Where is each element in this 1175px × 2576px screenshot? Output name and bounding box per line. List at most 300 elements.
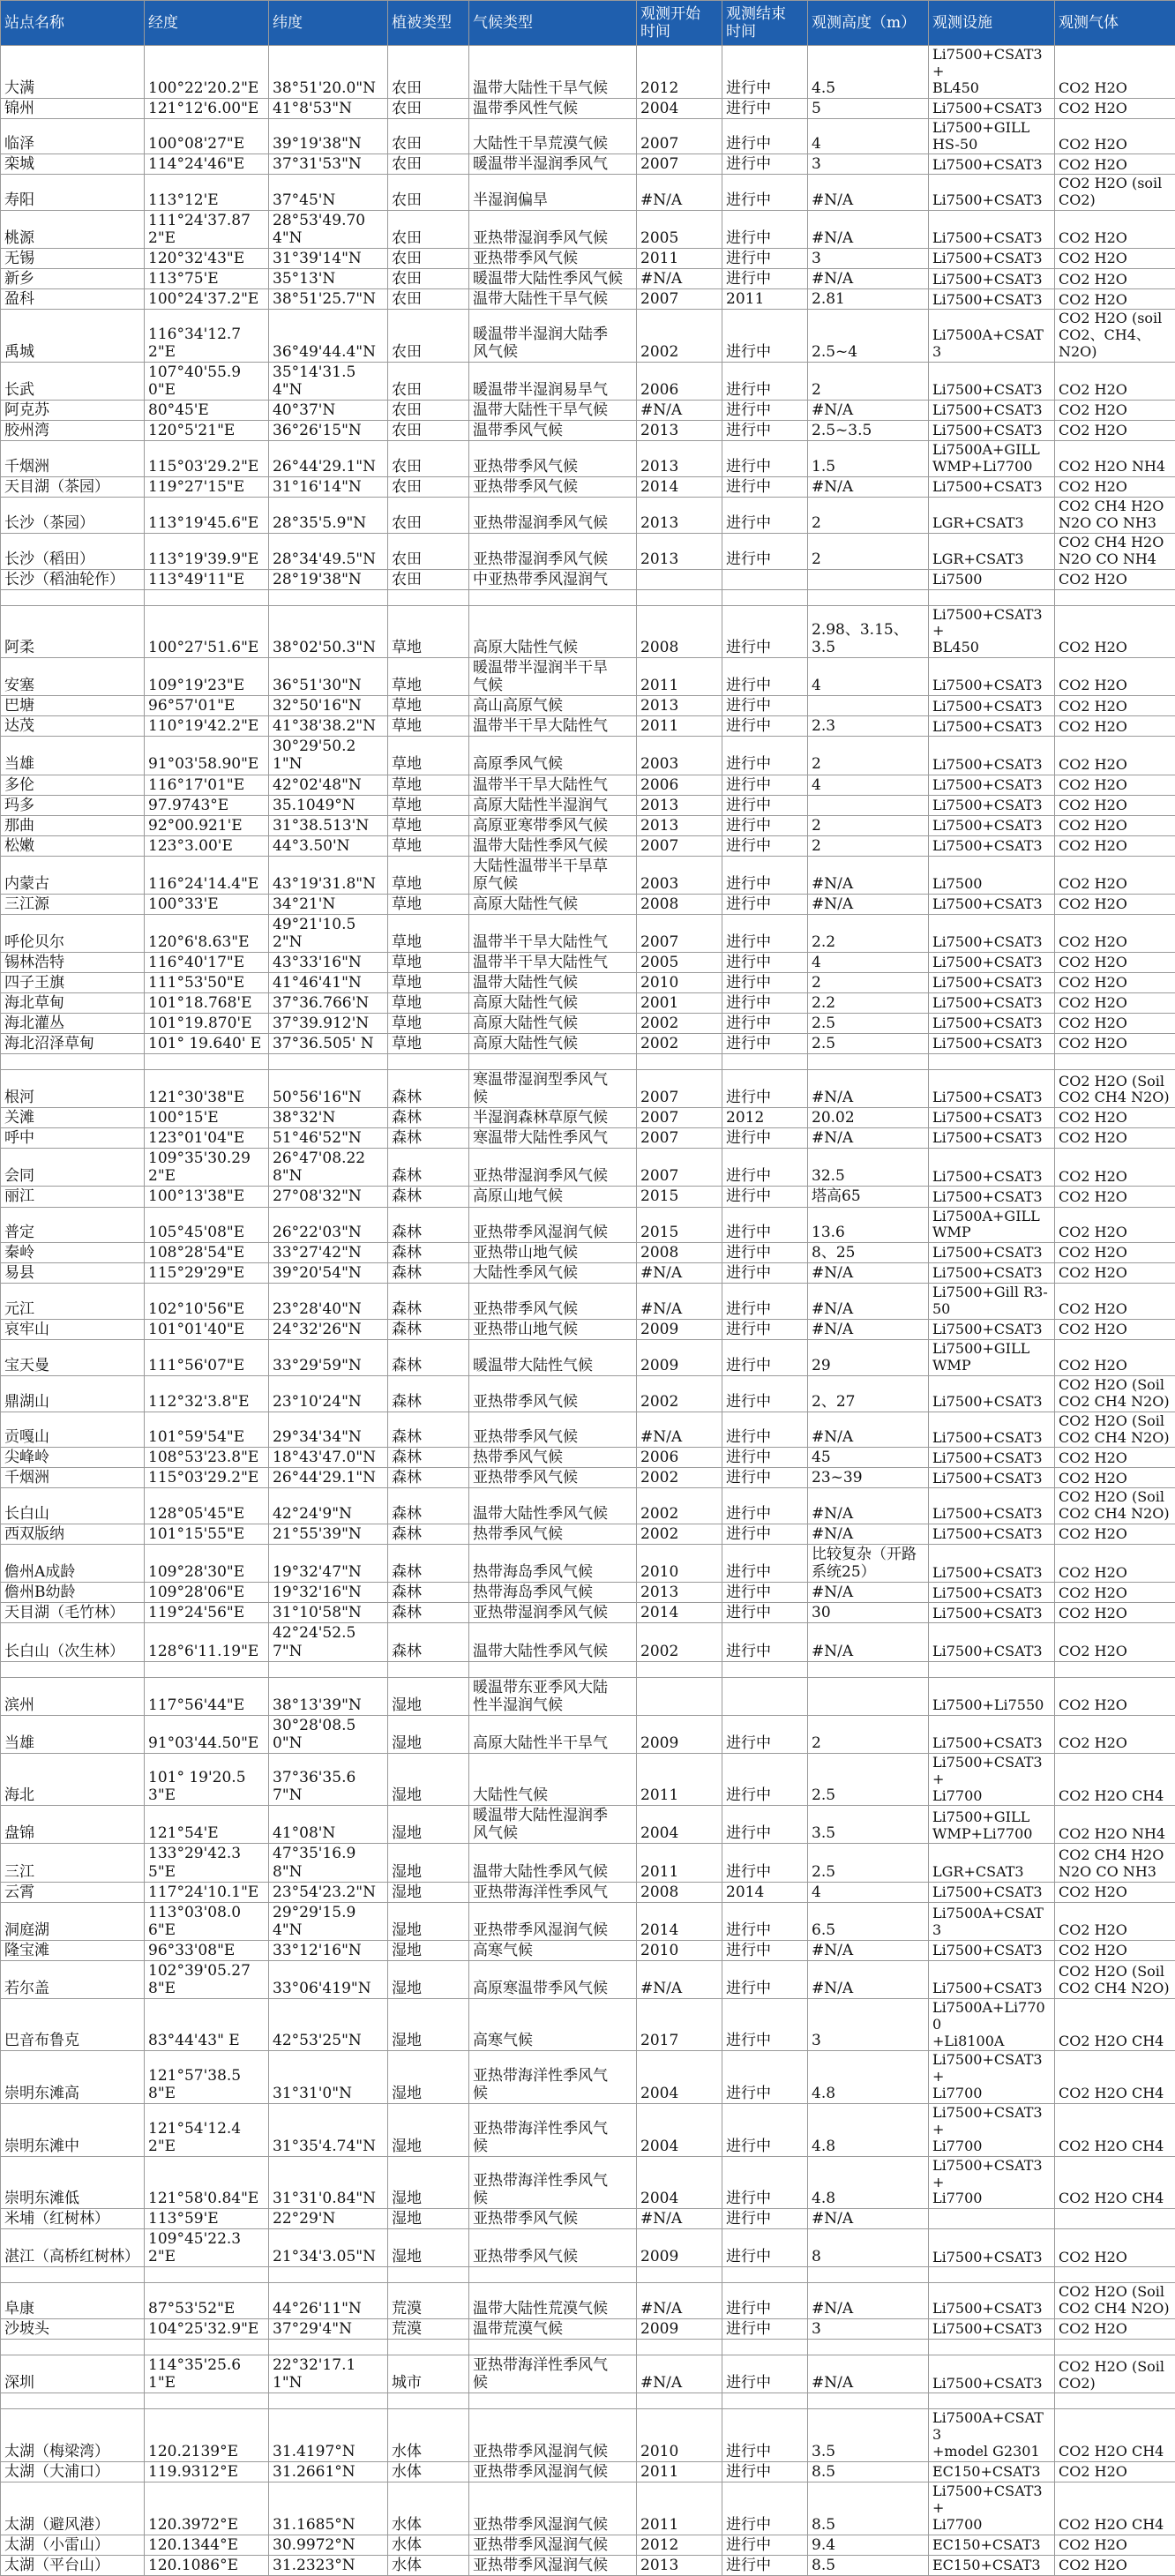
height-cell: 2 <box>808 533 929 569</box>
facility-cell: Li7500+CSAT3 <box>929 401 1055 421</box>
gas-cell: CO2 H2O <box>1055 815 1175 835</box>
climate-cell: 暖温带半湿润大陆季 风气候 <box>469 310 637 363</box>
longitude-cell: 105°45'08"E <box>145 1207 269 1243</box>
climate-cell: 亚热带山地气候 <box>469 1243 637 1263</box>
facility-cell: Li7500A+GILL WMP+Li7700 <box>929 441 1055 477</box>
station-name-cell: 禹城 <box>1 310 145 363</box>
climate-cell <box>469 2267 637 2283</box>
vegetation-cell: 草地 <box>388 815 469 835</box>
end-time-cell: 2014 <box>722 1882 808 1902</box>
facility-cell: Li7500+CSAT3 <box>929 1034 1055 1054</box>
gas-cell: CO2 H2O NH4 <box>1055 441 1175 477</box>
height-cell: 2.81 <box>808 289 929 310</box>
facility-cell: Li7500+CSAT3 <box>929 1320 1055 1340</box>
vegetation-cell: 水体 <box>388 2482 469 2535</box>
gas-cell: CO2 H2O <box>1055 363 1175 401</box>
start-time-cell: #N/A <box>637 1263 722 1284</box>
climate-cell: 温带半干旱大陆性气 <box>469 716 637 737</box>
height-cell: 13.6 <box>808 1207 929 1243</box>
longitude-cell <box>145 1054 269 1070</box>
end-time-cell: 进行中 <box>722 914 808 952</box>
climate-cell: 暖温带半湿润季风气 <box>469 154 637 175</box>
facility-cell: Li7500+CSAT3+ BL450 <box>929 605 1055 658</box>
gas-cell: CO2 H2O (Soil CO2 CH4 N2O) <box>1055 2283 1175 2319</box>
start-time-cell: 2014 <box>637 1902 722 1940</box>
start-time-cell: 2002 <box>637 1375 722 1412</box>
station-name-cell: 千烟洲 <box>1 1468 145 1488</box>
station-name-cell: 新乡 <box>1 269 145 289</box>
height-cell: 4.5 <box>808 46 929 99</box>
vegetation-cell: 城市 <box>388 2355 469 2393</box>
end-time-cell: 进行中 <box>722 2409 808 2462</box>
latitude-cell: 21°55'39"N <box>269 1524 388 1545</box>
vegetation-cell: 农田 <box>388 211 469 249</box>
end-time-cell: 进行中 <box>722 1524 808 1545</box>
longitude-cell: 120°32'43"E <box>145 249 269 269</box>
longitude-cell: 128°05'45"E <box>145 1488 269 1524</box>
latitude-cell: 37°36'35.67"N <box>269 1753 388 1806</box>
facility-cell: Li7500+CSAT3 <box>929 289 1055 310</box>
gas-cell: CO2 H2O <box>1055 993 1175 1014</box>
station-name-cell: 安塞 <box>1 658 145 696</box>
height-cell: 6.5 <box>808 1902 929 1940</box>
height-cell: 4 <box>808 658 929 696</box>
end-time-cell: 进行中 <box>722 972 808 992</box>
latitude-cell: 44°26'11"N <box>269 2283 388 2319</box>
vegetation-cell: 森林 <box>388 1070 469 1108</box>
height-cell: 8、25 <box>808 1243 929 1263</box>
height-cell: #N/A <box>808 1070 929 1108</box>
latitude-cell: 31.2661°N <box>269 2462 388 2482</box>
gas-cell: CO2 H2O <box>1055 2462 1175 2482</box>
gas-cell: CO2 H2O <box>1055 952 1175 972</box>
gas-cell: CO2 H2O <box>1055 1545 1175 1583</box>
climate-cell: 温带半干旱大陆性气 <box>469 775 637 795</box>
climate-cell: 温带大陆性季风气候 <box>469 1488 637 1524</box>
height-cell: 3 <box>808 249 929 269</box>
end-time-cell: 进行中 <box>722 477 808 498</box>
latitude-cell: 34°21'N <box>269 894 388 914</box>
table-row <box>1 533 1175 569</box>
gas-cell: CO2 H2O <box>1055 894 1175 914</box>
longitude-cell: 101°15'55"E <box>145 1524 269 1545</box>
vegetation-cell: 草地 <box>388 696 469 716</box>
station-name-cell: 秦岭 <box>1 1243 145 1263</box>
table-row <box>1 856 1175 894</box>
climate-cell: 高原大陆性气候 <box>469 993 637 1014</box>
vegetation-cell: 农田 <box>388 175 469 211</box>
climate-cell: 大陆性温带半干旱草 原气候 <box>469 856 637 894</box>
longitude-cell: 114°35'25.61"E <box>145 2355 269 2393</box>
station-name-cell: 会同 <box>1 1149 145 1187</box>
table-row <box>1 1340 1175 1376</box>
start-time-cell: 2013 <box>637 421 722 441</box>
vegetation-cell: 草地 <box>388 1034 469 1054</box>
height-cell <box>808 2267 929 2283</box>
end-time-cell: 进行中 <box>722 1940 808 1960</box>
height-cell: #N/A <box>808 1488 929 1524</box>
latitude-cell <box>269 2393 388 2409</box>
start-time-cell: 2002 <box>637 1623 722 1661</box>
vegetation-cell: 农田 <box>388 269 469 289</box>
vegetation-cell: 森林 <box>388 1340 469 1376</box>
start-time-cell: #N/A <box>637 2209 722 2229</box>
station-name-cell: 丽江 <box>1 1187 145 1207</box>
latitude-cell: 26°22'03"N <box>269 1207 388 1243</box>
gas-cell: CO2 H2O (Soil CO2 CH4 N2O) <box>1055 1070 1175 1108</box>
end-time-cell: 进行中 <box>722 1623 808 1661</box>
facility-cell <box>929 589 1055 605</box>
height-cell: 3 <box>808 154 929 175</box>
vegetation-cell: 湿地 <box>388 1902 469 1940</box>
station-name-cell: 崇明东滩中 <box>1 2104 145 2157</box>
facility-cell: Li7500+CSAT3 <box>929 775 1055 795</box>
facility-cell: Li7500+CSAT3 <box>929 815 1055 835</box>
table-row <box>1 1034 1175 1054</box>
vegetation-cell: 森林 <box>388 1468 469 1488</box>
vegetation-cell: 草地 <box>388 795 469 815</box>
height-cell: #N/A <box>808 894 929 914</box>
station-name-cell: 大满 <box>1 46 145 99</box>
vegetation-cell: 湿地 <box>388 1882 469 1902</box>
table-row <box>1 914 1175 952</box>
height-cell: 8.5 <box>808 2482 929 2535</box>
end-time-cell: 进行中 <box>722 2482 808 2535</box>
table-row <box>1 310 1175 363</box>
table-row <box>1 2340 1175 2355</box>
station-name-cell: 呼中 <box>1 1128 145 1149</box>
table-row <box>1 2555 1175 2575</box>
station-name-cell: 湛江（高桥红树林） <box>1 2229 145 2267</box>
longitude-cell: 80°45'E <box>145 401 269 421</box>
vegetation-cell: 森林 <box>388 1603 469 1623</box>
longitude-cell: 91°03'44.50"E <box>145 1715 269 1753</box>
station-name-cell: 长武 <box>1 363 145 401</box>
station-name-cell: 临泽 <box>1 118 145 154</box>
height-cell <box>808 589 929 605</box>
gas-cell: CO2 H2O <box>1055 477 1175 498</box>
height-cell: 2.5 <box>808 1014 929 1034</box>
vegetation-cell: 草地 <box>388 737 469 775</box>
table-row <box>1 1070 1175 1108</box>
facility-cell: Li7500 <box>929 856 1055 894</box>
station-name-cell: 松嫩 <box>1 835 145 856</box>
start-time-cell: 2013 <box>637 533 722 569</box>
gas-cell: CO2 H2O <box>1055 1128 1175 1149</box>
start-time-cell: 2007 <box>637 289 722 310</box>
latitude-cell: 31°38.513'N <box>269 815 388 835</box>
start-time-cell: 2013 <box>637 441 722 477</box>
start-time-cell: 2013 <box>637 696 722 716</box>
latitude-cell: 37°39.912'N <box>269 1014 388 1034</box>
gas-cell: CO2 H2O NH4 <box>1055 1806 1175 1844</box>
gas-cell: CO2 H2O <box>1055 1207 1175 1243</box>
latitude-cell: 43°19'31.8"N <box>269 856 388 894</box>
start-time-cell: 2010 <box>637 1545 722 1583</box>
station-name-cell: 关滩 <box>1 1108 145 1128</box>
table-row <box>1 175 1175 211</box>
facility-cell <box>929 1054 1055 1070</box>
end-time-cell: 进行中 <box>722 2209 808 2229</box>
table-row <box>1 498 1175 534</box>
end-time-cell: 进行中 <box>722 2051 808 2104</box>
gas-cell: CO2 H2O <box>1055 1108 1175 1128</box>
vegetation-cell: 草地 <box>388 1014 469 1034</box>
longitude-cell: 120°6'8.63"E <box>145 914 269 952</box>
facility-cell: Li7500+CSAT3 <box>929 2283 1055 2319</box>
start-time-cell: 2014 <box>637 1603 722 1623</box>
height-cell: 3 <box>808 1998 929 2051</box>
station-name-cell: 太湖（大浦口） <box>1 2462 145 2482</box>
gas-cell <box>1055 589 1175 605</box>
start-time-cell <box>637 569 722 589</box>
latitude-cell: 22°29'N <box>269 2209 388 2229</box>
start-time-cell: 2005 <box>637 211 722 249</box>
end-time-cell <box>722 1677 808 1715</box>
climate-cell: 暖温带大陆性季风气候 <box>469 269 637 289</box>
vegetation-cell: 农田 <box>388 310 469 363</box>
end-time-cell: 进行中 <box>722 498 808 534</box>
longitude-cell: 115°03'29.2"E <box>145 1468 269 1488</box>
vegetation-cell: 草地 <box>388 716 469 737</box>
vegetation-cell: 湿地 <box>388 2051 469 2104</box>
station-name-cell: 沙坡头 <box>1 2319 145 2340</box>
longitude-cell: 119°27'15"E <box>145 477 269 498</box>
gas-cell: CO2 H2O <box>1055 737 1175 775</box>
table-row <box>1 98 1175 118</box>
climate-cell: 亚热带湿润季风气候 <box>469 533 637 569</box>
start-time-cell: 2004 <box>637 98 722 118</box>
longitude-cell: 91°03'58.90"E <box>145 737 269 775</box>
height-cell: 2 <box>808 737 929 775</box>
climate-cell: 亚热带季风气候 <box>469 1412 637 1448</box>
latitude-cell: 41°08'N <box>269 1806 388 1844</box>
station-name-cell: 巴音布鲁克 <box>1 1998 145 2051</box>
table-row <box>1 1320 1175 1340</box>
table-row <box>1 1902 1175 1940</box>
station-name-cell: 当雄 <box>1 1715 145 1753</box>
height-cell <box>808 2393 929 2409</box>
station-name-cell: 太湖（平台山） <box>1 2555 145 2575</box>
gas-cell: CO2 CH4 H2O N2O CO NH4 <box>1055 533 1175 569</box>
table-row <box>1 1375 1175 1412</box>
station-name-cell: 四子王旗 <box>1 972 145 992</box>
gas-cell: CO2 H2O <box>1055 1940 1175 1960</box>
latitude-cell: 28°35'5.9"N <box>269 498 388 534</box>
latitude-cell: 31°35'4.74"N <box>269 2104 388 2157</box>
climate-cell: 热带海岛季风气候 <box>469 1583 637 1603</box>
height-cell <box>808 2340 929 2355</box>
station-name-cell: 洞庭湖 <box>1 1902 145 1940</box>
latitude-cell: 33°06'419"N <box>269 1960 388 1998</box>
table-row <box>1 569 1175 589</box>
climate-cell: 温带大陆性季风气候 <box>469 1844 637 1882</box>
start-time-cell: 2009 <box>637 1340 722 1376</box>
station-name-cell: 内蒙古 <box>1 856 145 894</box>
latitude-cell: 33°12'16"N <box>269 1940 388 1960</box>
vegetation-cell: 湿地 <box>388 1940 469 1960</box>
vegetation-cell <box>388 2340 469 2355</box>
table-row <box>1 1715 1175 1753</box>
start-time-cell: #N/A <box>637 1960 722 1998</box>
climate-cell: 高原大陆性半湿润气 <box>469 795 637 815</box>
latitude-cell <box>269 589 388 605</box>
climate-cell: 高原大陆性气候 <box>469 605 637 658</box>
longitude-cell: 100°22'20.2"E <box>145 46 269 99</box>
latitude-cell: 26°44'29.1"N <box>269 441 388 477</box>
end-time-cell: 进行中 <box>722 249 808 269</box>
end-time-cell <box>722 1661 808 1677</box>
table-row <box>1 972 1175 992</box>
height-cell: 2 <box>808 363 929 401</box>
latitude-cell: 30°29'50.21"N <box>269 737 388 775</box>
latitude-cell: 36°51'30"N <box>269 658 388 696</box>
height-cell: 8.5 <box>808 2462 929 2482</box>
table-row <box>1 1545 1175 1583</box>
climate-cell: 温带大陆性干旱气候 <box>469 289 637 310</box>
climate-cell: 亚热带海洋性季风气 候 <box>469 2355 637 2393</box>
table-row <box>1 1844 1175 1882</box>
latitude-cell: 31°31'0"N <box>269 2051 388 2104</box>
table-row <box>1 46 1175 99</box>
table-row <box>1 2229 1175 2267</box>
start-time-cell: 2017 <box>637 1998 722 2051</box>
vegetation-cell: 农田 <box>388 363 469 401</box>
facility-cell: Li7500+CSAT3 <box>929 421 1055 441</box>
longitude-cell: 100°13'38"E <box>145 1187 269 1207</box>
facility-cell: Li7500+CSAT3 <box>929 1524 1055 1545</box>
latitude-cell: 39°19'38"N <box>269 118 388 154</box>
vegetation-cell: 森林 <box>388 1583 469 1603</box>
longitude-cell: 101°01'40"E <box>145 1320 269 1340</box>
table-row <box>1 2409 1175 2462</box>
table-row <box>1 2462 1175 2482</box>
vegetation-cell: 湿地 <box>388 2104 469 2157</box>
climate-cell: 温带季风气候 <box>469 421 637 441</box>
latitude-cell: 37°45'N <box>269 175 388 211</box>
end-time-cell: 进行中 <box>722 1034 808 1054</box>
station-name-cell: 胶州湾 <box>1 421 145 441</box>
longitude-cell: 117°24'10.1"E <box>145 1882 269 1902</box>
table-row <box>1 118 1175 154</box>
height-cell: 30 <box>808 1603 929 1623</box>
climate-cell <box>469 2340 637 2355</box>
climate-cell: 温带荒漠气候 <box>469 2319 637 2340</box>
vegetation-cell: 森林 <box>388 1108 469 1128</box>
climate-cell: 高原大陆性半干旱气 <box>469 1715 637 1753</box>
longitude-cell: 107°40'55.90"E <box>145 363 269 401</box>
vegetation-cell: 湿地 <box>388 1806 469 1844</box>
table-row <box>1 835 1175 856</box>
station-name-cell: 阿克苏 <box>1 401 145 421</box>
latitude-cell: 23°10'24"N <box>269 1375 388 1412</box>
station-name-cell: 宝天曼 <box>1 1340 145 1376</box>
end-time-cell: 2012 <box>722 1108 808 1128</box>
vegetation-cell: 荒漠 <box>388 2283 469 2319</box>
end-time-cell: 进行中 <box>722 1902 808 1940</box>
end-time-cell: 进行中 <box>722 1806 808 1844</box>
latitude-cell: 39°20'54"N <box>269 1263 388 1284</box>
table-row <box>1 1524 1175 1545</box>
start-time-cell: 2010 <box>637 1940 722 1960</box>
gas-cell <box>1055 2209 1175 2229</box>
longitude-cell: 112°32'3.8"E <box>145 1375 269 1412</box>
vegetation-cell: 草地 <box>388 775 469 795</box>
height-cell: #N/A <box>808 2283 929 2319</box>
climate-cell <box>469 1661 637 1677</box>
start-time-cell: 2008 <box>637 605 722 658</box>
gas-cell <box>1055 2393 1175 2409</box>
facility-cell: LGR+CSAT3 <box>929 1844 1055 1882</box>
start-time-cell: #N/A <box>637 175 722 211</box>
climate-cell: 亚热带季风湿润气候 <box>469 2555 637 2575</box>
vegetation-cell: 农田 <box>388 289 469 310</box>
latitude-cell: 30°28'08.50"N <box>269 1715 388 1753</box>
end-time-cell: 进行中 <box>722 1583 808 1603</box>
vegetation-cell <box>388 1054 469 1070</box>
longitude-cell: 101°19.870'E <box>145 1014 269 1034</box>
station-name-cell: 寿阳 <box>1 175 145 211</box>
table-row <box>1 289 1175 310</box>
end-time-cell: 进行中 <box>722 1545 808 1583</box>
station-name-cell: 太湖（梅梁湾） <box>1 2409 145 2462</box>
height-cell: #N/A <box>808 175 929 211</box>
gas-cell: CO2 H2O <box>1055 795 1175 815</box>
table-row <box>1 2319 1175 2340</box>
table-row <box>1 1243 1175 1263</box>
station-name-cell: 长白山 <box>1 1488 145 1524</box>
start-time-cell: 2004 <box>637 1806 722 1844</box>
vegetation-cell: 农田 <box>388 118 469 154</box>
longitude-cell: 120°5'21"E <box>145 421 269 441</box>
facility-cell: Li7500+CSAT3+ Li7700 <box>929 2051 1055 2104</box>
longitude-cell: 109°19'23"E <box>145 658 269 696</box>
table-row <box>1 269 1175 289</box>
station-name-cell: 儋州A成龄 <box>1 1545 145 1583</box>
station-name-cell <box>1 589 145 605</box>
longitude-cell: 116°40'17"E <box>145 952 269 972</box>
start-time-cell: 2006 <box>637 1448 722 1468</box>
climate-cell: 温带大陆性干旱气候 <box>469 46 637 99</box>
longitude-cell: 101°59'54"E <box>145 1412 269 1448</box>
climate-cell: 温带大陆性干旱气候 <box>469 401 637 421</box>
facility-cell: Li7500+CSAT3 <box>929 175 1055 211</box>
gas-cell <box>1055 2267 1175 2283</box>
gas-cell: CO2 H2O <box>1055 2229 1175 2267</box>
station-name-cell: 西双版纳 <box>1 1524 145 1545</box>
height-cell: #N/A <box>808 1284 929 1320</box>
height-cell: 8.5 <box>808 2555 929 2575</box>
latitude-cell <box>269 2267 388 2283</box>
end-time-cell: 进行中 <box>722 1488 808 1524</box>
station-name-cell: 那曲 <box>1 815 145 835</box>
start-time-cell: 2002 <box>637 310 722 363</box>
longitude-cell: 96°33'08"E <box>145 1940 269 1960</box>
end-time-cell: 进行中 <box>722 2283 808 2319</box>
facility-cell: Li7500+GILL WMP <box>929 1340 1055 1376</box>
gas-cell: CO2 H2O <box>1055 401 1175 421</box>
table-row <box>1 421 1175 441</box>
end-time-cell: 进行中 <box>722 1468 808 1488</box>
gas-cell: CO2 H2O <box>1055 775 1175 795</box>
height-cell: 2.2 <box>808 914 929 952</box>
gas-cell: CO2 CH4 H2O N2O CO NH3 <box>1055 498 1175 534</box>
vegetation-cell: 森林 <box>388 1187 469 1207</box>
end-time-cell: 进行中 <box>722 118 808 154</box>
gas-cell: CO2 H2O <box>1055 972 1175 992</box>
end-time-cell: 进行中 <box>722 46 808 99</box>
latitude-cell: 31.1685°N <box>269 2482 388 2535</box>
